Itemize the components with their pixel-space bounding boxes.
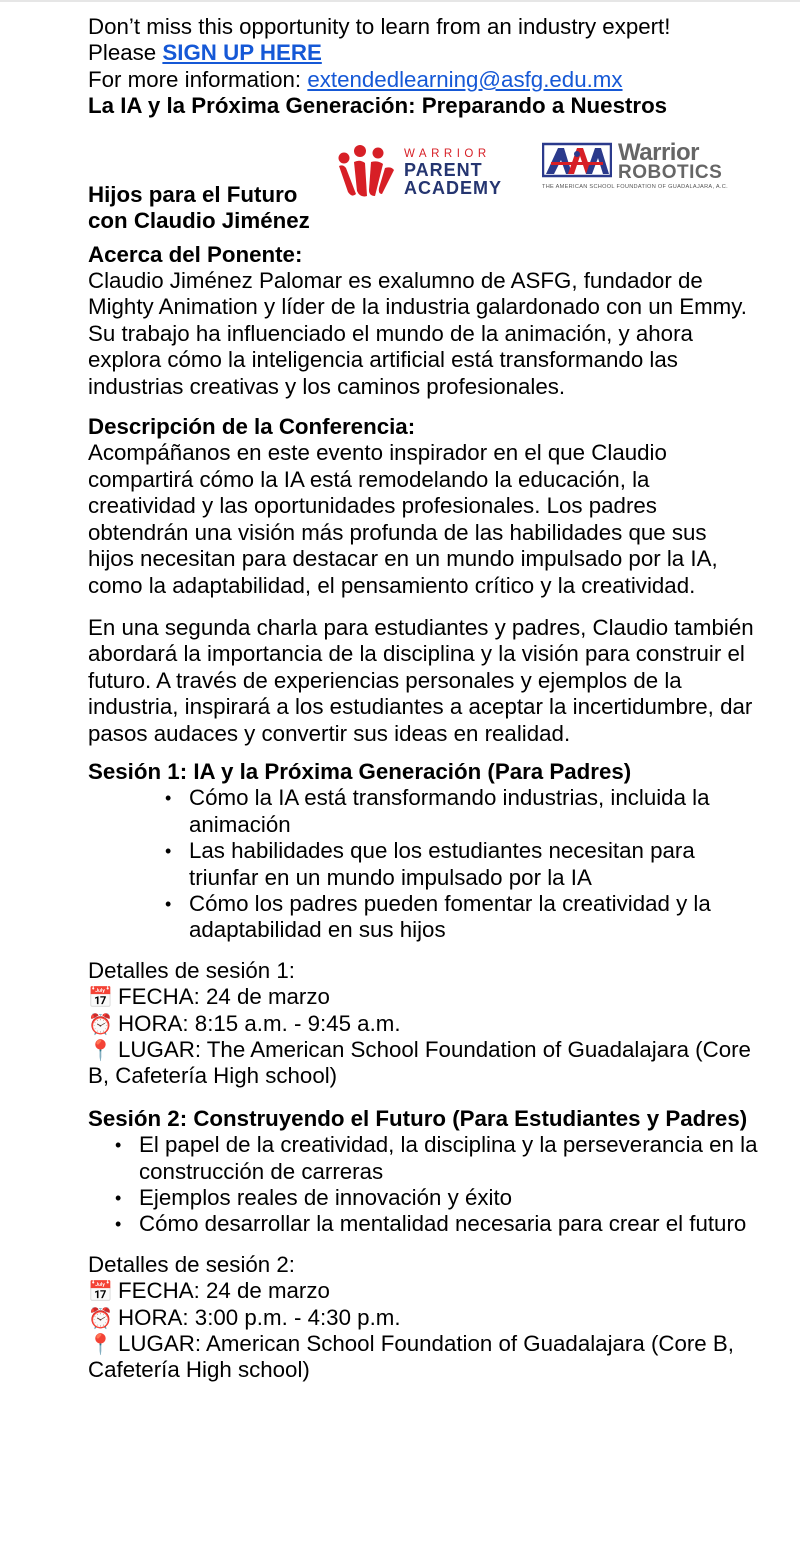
info-label: For more information: (88, 66, 302, 92)
warrior-parent-academy-logo (336, 144, 506, 204)
parent-academy-line2: ACADEMY (404, 177, 503, 198)
title-line-3: con Claudio Jiménez (88, 208, 310, 234)
session1-place (88, 1037, 758, 1090)
session1-details-label: Detalles de sesión 1: (88, 957, 295, 983)
session1-time-text: HORA: 8:15 a.m. - 9:45 a.m. (118, 1010, 401, 1036)
session1-date (88, 984, 758, 1010)
title-line-1: La IA y la Próxima Generación: Preparando a Nuestros (88, 93, 668, 119)
location-pin-icon: 📍 (88, 1038, 113, 1062)
session1-bullets (88, 785, 758, 943)
calendar-icon: 📅 (88, 985, 113, 1010)
parent-academy-brand: WARRIOR (404, 147, 491, 160)
alarm-clock-icon: ⏰ (88, 1011, 113, 1036)
description-paragraph-1: Acompáñanos en este evento inspirador en el que Claudio compartirá cómo la IA está remodelando la educación, la creatividad y las oportunidades profesionales. Los padres obtendrán una visión más profunda de las habilidades que sus hijos necesitan para destacar en un mundo impulsado por la IA, como la adaptabilidad, el pensamiento crítico y la creatividad. (88, 440, 718, 598)
robotics-mark-icon (542, 140, 612, 182)
description-heading: Descripción de la Conferencia: (88, 414, 416, 440)
session1-date-text: FECHA: 24 de marzo (118, 984, 330, 1010)
email-link[interactable]: extendedlearning@asfg.edu.mx (307, 66, 623, 92)
list-item: • Ejemplos reales de innovación y éxito (139, 1185, 758, 1211)
warrior-robotics-logo (542, 138, 728, 198)
robotics-line2: ROBOTICS (618, 161, 723, 183)
list-item: • El papel de la creatividad, la disciplina y la perseverancia en la construcción de carreras (139, 1132, 758, 1185)
top-divider (0, 0, 800, 2)
alarm-clock-icon: ⏰ (88, 1305, 113, 1330)
session2-time-text: HORA: 3:00 p.m. - 4:30 p.m. (118, 1304, 401, 1330)
list-item: • Cómo los padres pueden fomentar la creatividad y la adaptabilidad en sus hijos (189, 891, 758, 944)
intro-line: Don’t miss this opportunity to learn from an industry expert! (88, 14, 671, 39)
session1-heading: Sesión 1: IA y la Próxima Generación (Para Padres) (88, 758, 632, 784)
title-continued (88, 182, 310, 235)
please-text: Please (88, 40, 157, 66)
session2-place (88, 1331, 758, 1384)
signup-line (88, 40, 758, 66)
session2-time (88, 1305, 758, 1331)
session2-place-text: LUGAR: American School Foundation of Guadalajara (Core B, Cafetería High school) (88, 1331, 734, 1383)
logo-row (88, 120, 758, 234)
session2-bullets (88, 1132, 758, 1238)
list-item: • Cómo la IA está transformando industrias, incluida la animación (189, 785, 758, 838)
session2-date (88, 1278, 758, 1304)
parent-academy-line1: PARENT (404, 159, 483, 180)
calendar-icon: 📅 (88, 1279, 113, 1304)
location-pin-icon: 📍 (88, 1332, 113, 1357)
robotics-line1: Warrior (618, 138, 699, 166)
info-line (88, 67, 758, 93)
session1-place-text: LUGAR: The American School Foundation of Guadalajara (Core B, Cafetería High school) (88, 1037, 751, 1089)
session1-time (88, 1011, 758, 1037)
signup-link[interactable]: SIGN UP HERE (162, 40, 322, 66)
title-line-2: Hijos para el Futuro (88, 181, 298, 207)
list-item: • Cómo desarrollar la mentalidad necesaria para crear el futuro (139, 1211, 758, 1237)
description-paragraph-2: En una segunda charla para estudiantes y padres, Claudio también abordará la importancia de la disciplina y la visión para construir el futuro. A través de experiencias personales y ejemplos de la industria, inspirará a los estudiantes a aceptar la incertidumbre, dar pasos audaces y convertir sus ideas en realidad. (88, 614, 754, 746)
robotics-tagline: THE AMERICAN SCHOOL FOUNDATION OF GUADALAJARA, A.C. (542, 183, 728, 190)
speaker-heading: Acerca del Ponente: (88, 241, 303, 267)
session2-details-label: Detalles de sesión 2: (88, 1251, 295, 1277)
parent-academy-mark-icon (336, 144, 400, 200)
speaker-text: Claudio Jiménez Palomar es exalumno de ASFG, fundador de Mighty Animation y líder de la industria galardonado con un Emmy. Su trabajo ha influenciado el mundo de la animación, y ahora explora cómo la inteligencia artificial está transformando las industrias creativas y los caminos profesionales. (88, 268, 747, 399)
session2-heading: Sesión 2: Construyendo el Futuro (Para Estudiantes y Padres) (88, 1105, 748, 1131)
email-body (88, 14, 758, 1384)
list-item: • Las habilidades que los estudiantes necesitan para triunfar en un mundo impulsado por la IA (189, 838, 758, 891)
session2-date-text: FECHA: 24 de marzo (118, 1278, 330, 1304)
